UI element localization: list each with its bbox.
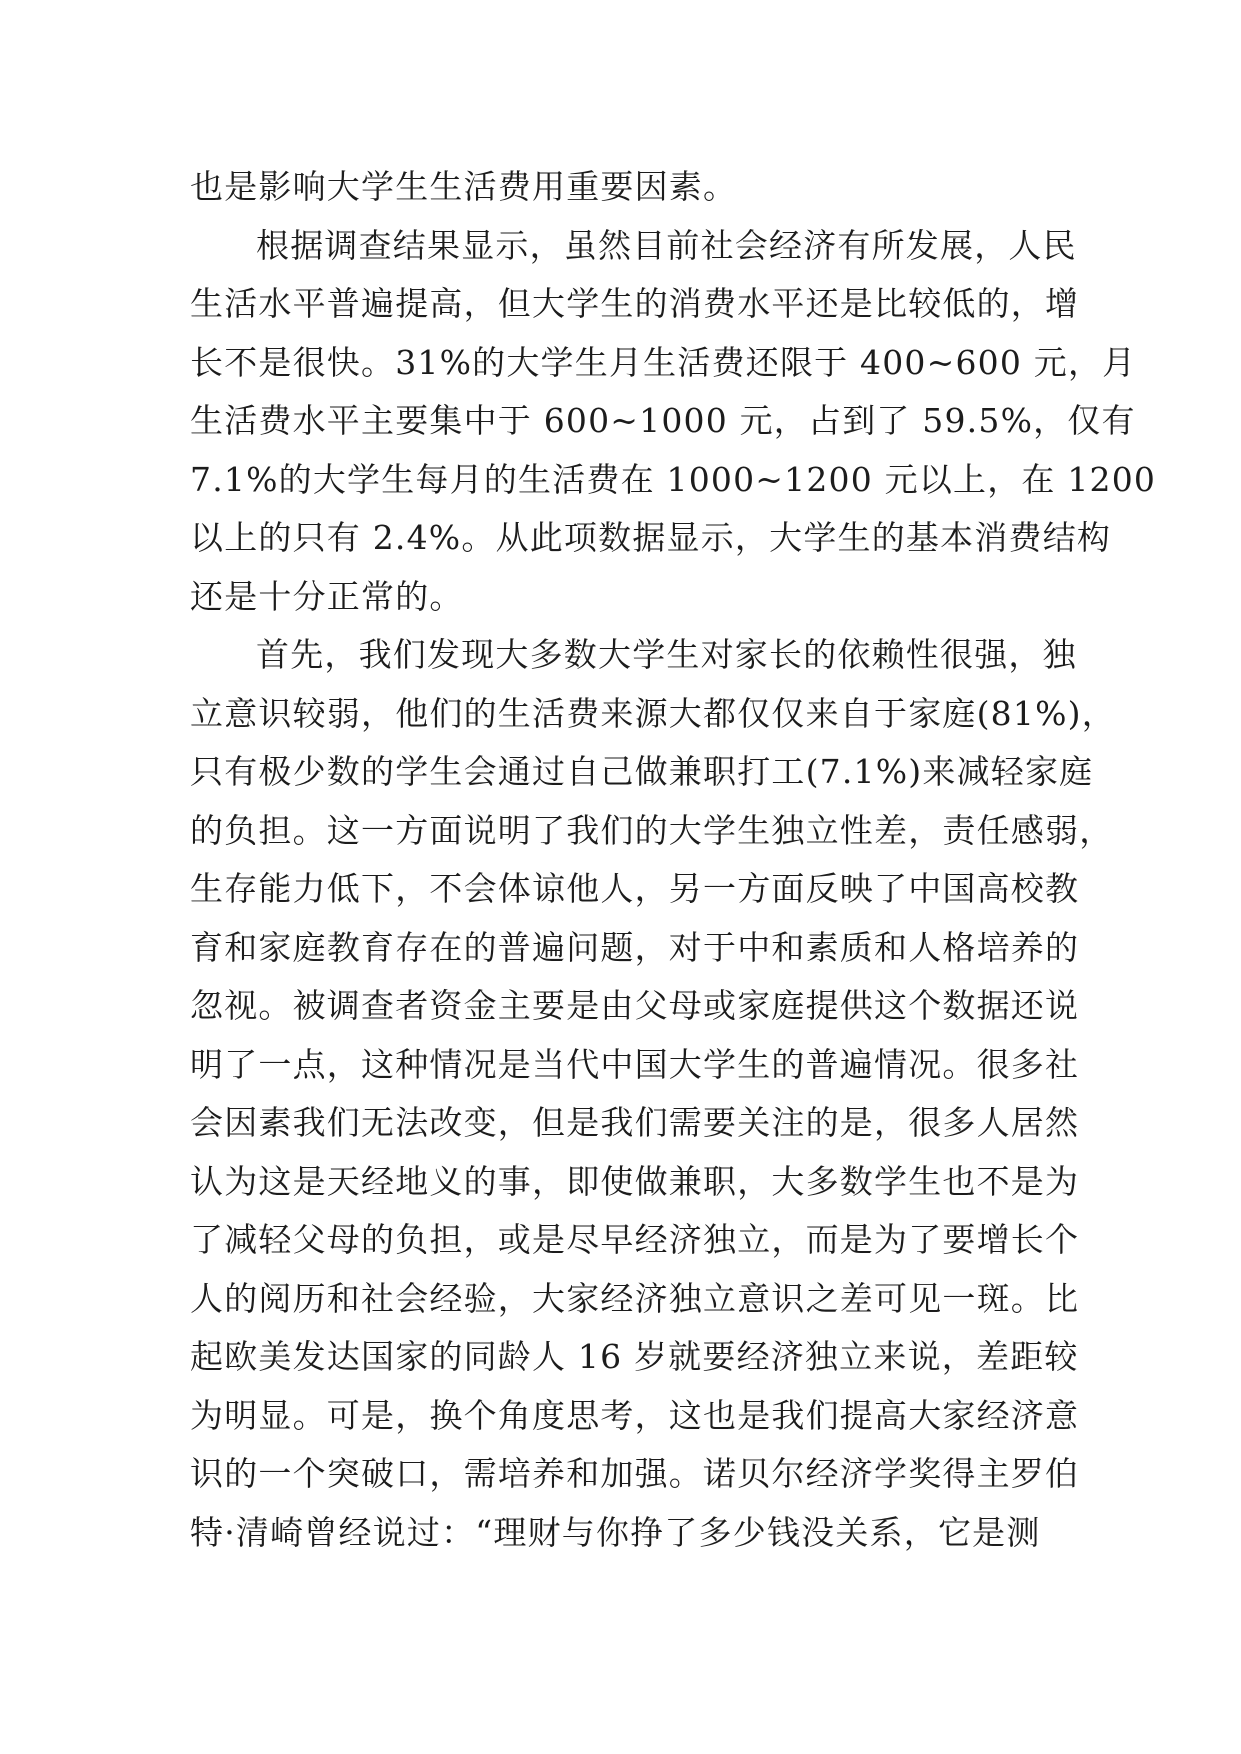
text-line: 明了一点，这种情况是当代中国大学生的普遍情况。很多社 xyxy=(190,1044,1080,1084)
text-line: 的负担。这一方面说明了我们的大学生独立性差，责任感弱， xyxy=(190,810,1114,850)
text-line: 长不是很快。31%的大学生月生活费还限于 400~600 元，月 xyxy=(190,342,1137,382)
text-line: 以上的只有 2.4%。从此项数据显示，大学生的基本消费结构 xyxy=(190,518,1112,557)
text-line: 生活水平普遍提高，但大学生的消费水平还是比较低的，增 xyxy=(190,284,1080,323)
text-line: 特·清崎曾经说过：“理财与你挣了多少钱没关系，它是测 xyxy=(190,1512,1041,1552)
text-line: 还是十分正常的。 xyxy=(190,576,464,616)
text-line: 为明显。可是，换个角度思考，这也是我们提高大家经济意 xyxy=(190,1395,1080,1435)
text-line: 也是影响大学生生活费用重要因素。 xyxy=(190,167,738,206)
text-line: 识的一个突破口，需培养和加强。诺贝尔经济学奖得主罗伯 xyxy=(190,1454,1080,1493)
body-text xyxy=(190,158,1157,1562)
text-line: 起欧美发达国家的同龄人 16 岁就要经济独立来说，差距较 xyxy=(190,1337,1079,1376)
text-line: 根据调查结果显示，虽然目前社会经济有所发展，人民 xyxy=(256,225,1077,265)
text-line: 人的阅历和社会经验，大家经济独立意识之差可见一斑。比 xyxy=(190,1278,1080,1318)
text-line: 7.1%的大学生每月的生活费在 1000~1200 元以上，在 1200 xyxy=(190,459,1157,499)
text-line: 认为这是天经地义的事，即使做兼职，大多数学生也不是为 xyxy=(190,1161,1080,1201)
text-line: 只有极少数的学生会通过自己做兼职打工(7.1%)来减轻家庭 xyxy=(190,752,1094,791)
text-line: 了减轻父母的负担，或是尽早经济独立，而是为了要增长个 xyxy=(190,1220,1080,1259)
text-line: 首先，我们发现大多数大学生对家长的依赖性很强，独 xyxy=(256,635,1077,674)
text-line: 立意识较弱，他们的生活费来源大都仅仅来自于家庭(81%)， xyxy=(190,693,1116,733)
text-line: 生存能力低下，不会体谅他人，另一方面反映了中国高校教 xyxy=(190,869,1080,908)
text-line: 忽视。被调查者资金主要是由父母或家庭提供这个数据还说 xyxy=(190,986,1080,1025)
text-line: 育和家庭教育存在的普遍问题，对于中和素质和人格培养的 xyxy=(190,927,1080,967)
text-line: 会因素我们无法改变，但是我们需要关注的是，很多人居然 xyxy=(190,1103,1080,1142)
text-line: 生活费水平主要集中于 600~1000 元，占到了 59.5%，仅有 xyxy=(190,401,1136,440)
